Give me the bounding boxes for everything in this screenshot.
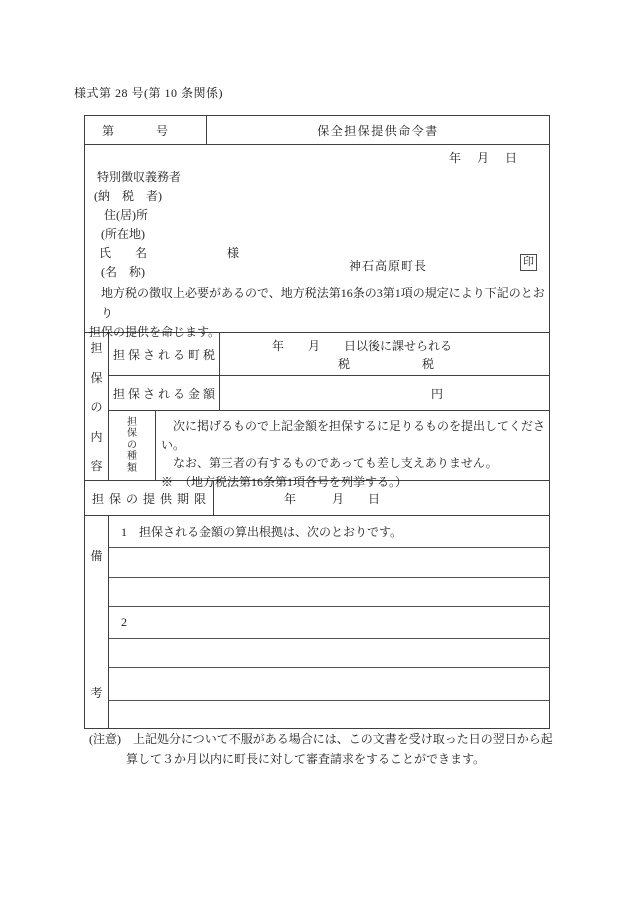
- secured-tax-value-line1: 年 月 日以後に課せられる: [272, 339, 453, 353]
- secured-amount-value-cell: [220, 376, 549, 410]
- remarks-blank-row: [109, 639, 549, 668]
- secured-amount-label: 担保される金額: [109, 376, 220, 410]
- deadline-value-cell: 年 月 日: [284, 491, 381, 506]
- name-line: [85, 244, 549, 263]
- secured-tax-value-line2: 税 税: [338, 357, 435, 371]
- remarks-blank-row: [109, 701, 549, 728]
- remarks-vertical-label: [85, 516, 109, 728]
- vlabel-char: 容: [90, 459, 103, 473]
- order-statement: [85, 284, 549, 343]
- order-statement-line1: 地方税の徴収上必要があるので、地方税法第16条の3第1項の規定により下記のとおり: [101, 286, 545, 320]
- appeal-notice-line2: 算して３か月以内に町長に対して審査請求をすることができます。: [126, 751, 486, 766]
- vlabel-char: 内: [90, 429, 103, 444]
- remarks-label-bottom: 考: [90, 686, 103, 700]
- deadline-row: [85, 481, 549, 516]
- taxpayer-sublabel: (納 税 者): [94, 189, 162, 203]
- kind-label-char: 保: [127, 428, 137, 440]
- name-label: 氏 名: [99, 246, 148, 260]
- security-contents-vertical-label: [85, 333, 109, 480]
- document-number-cell: [85, 116, 207, 144]
- deadline-label: 担保の提供期限: [85, 481, 214, 515]
- recipient-section: [85, 145, 549, 339]
- kind-text-line3: ※ （地方税法第16条第1項各号を列挙する。）: [161, 474, 408, 489]
- name-sublabel: (名 称): [101, 265, 145, 279]
- remarks-label-top: 備: [90, 549, 103, 563]
- vlabel-char: 担: [90, 341, 103, 355]
- issue-date-field: 年 月 日: [448, 151, 519, 165]
- remarks-blank-row: [109, 668, 549, 701]
- security-contents-group: [85, 333, 549, 489]
- document-title: 保全担保提供命令書: [317, 123, 439, 138]
- remarks-item2: 2: [109, 607, 549, 639]
- yen-unit-label: 円: [431, 386, 444, 401]
- remarks-section: [85, 516, 549, 728]
- appeal-notice-line1: (注意) 上記処分について不服がある場合には、この文書を受け取った日の翌日から起: [89, 732, 553, 746]
- remarks-item1: 1 担保される金額の算出根拠は、次のとおりです。: [109, 516, 549, 548]
- mayor-name: 神石高原町長: [349, 259, 428, 273]
- kind-label-char: 類: [127, 462, 137, 474]
- collateral-kind-text: [156, 411, 549, 489]
- remarks-blank-row: [109, 548, 549, 578]
- address-label: 住(居)所: [104, 208, 148, 222]
- vlabel-char: の: [90, 400, 103, 414]
- remarks-blank-row: [109, 578, 549, 607]
- order-statement-line2: 担保の提供を命じます。: [89, 325, 221, 339]
- kind-label-char: 担: [127, 416, 137, 428]
- order-form-table: [84, 115, 550, 729]
- appeal-notice: [89, 730, 569, 769]
- doc-number-suffix: 号: [155, 123, 168, 138]
- honorific-label: 様: [227, 246, 240, 260]
- collateral-kind-row: [109, 411, 549, 489]
- doc-number-prefix: 第: [102, 123, 115, 138]
- secured-amount-row: [109, 376, 549, 411]
- header-row: [85, 116, 549, 145]
- security-rows: [109, 333, 549, 489]
- remarks-rows: [109, 516, 549, 728]
- form-style-number: 様式第 28 号(第 10 条関係): [74, 86, 223, 100]
- kind-text-line2: なお、第三者の有するものであっても差し支えありません。: [173, 456, 498, 470]
- kind-label-char: の: [127, 439, 137, 451]
- vlabel-char: 保: [90, 370, 103, 385]
- address-sublabel: (所在地): [101, 227, 145, 241]
- kind-label-char: 種: [127, 451, 137, 463]
- seal-icon: 印: [520, 254, 537, 271]
- kind-text-line1: 次に掲げるもので上記金額を担保するに足りるものを提出してください。: [161, 419, 546, 452]
- collateral-kind-vertical-label: [109, 411, 156, 480]
- taxpayer-label: 特別徴収義務者: [97, 170, 182, 184]
- secured-tax-label: 担保される町税: [109, 333, 220, 375]
